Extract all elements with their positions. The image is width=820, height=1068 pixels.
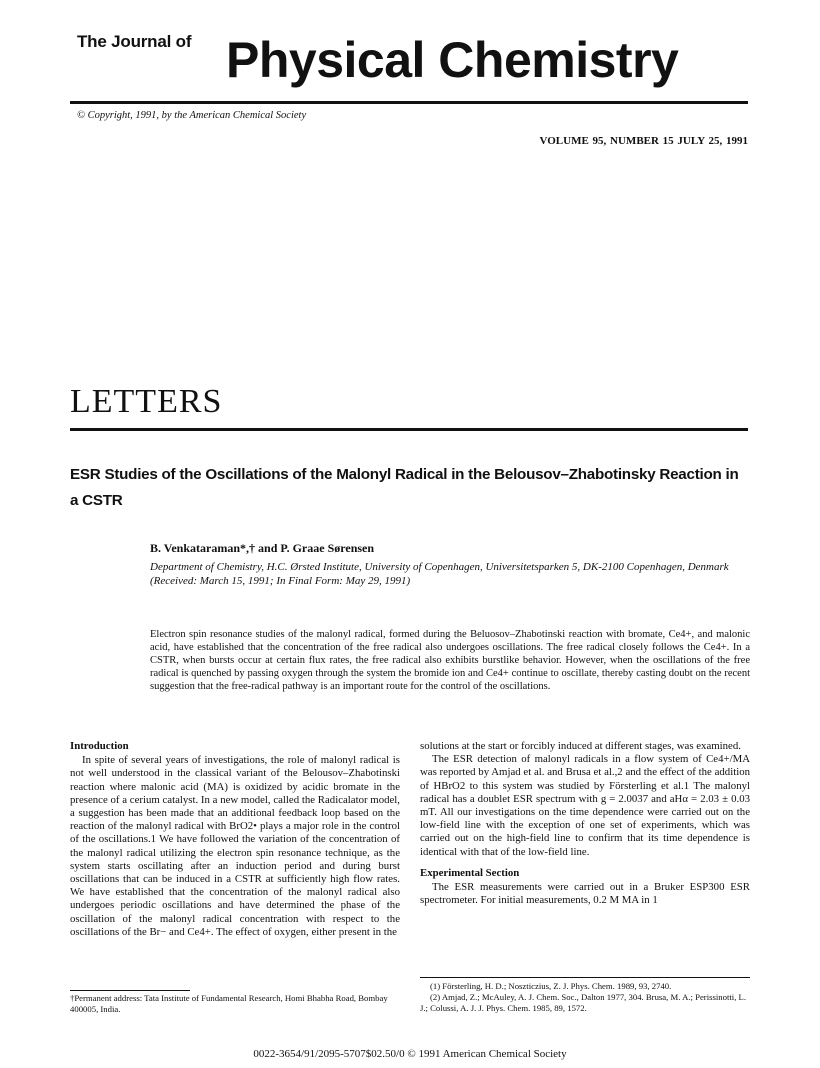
- introduction-paragraph: In spite of several years of investigations, the role of malonyl radical is not well understood in the classical variant of the Belousov–Zhabotinski reaction where malonic acid (MA) is oxidized by acidic bromate in the presence of a cerium catalyst. In a new model, called the Radicalator model, a suggestion has been made that an additional feedback loop based on the reaction of the malonyl radical with BrO2• plays a major role in the control of the oscillations.1 We have followed the variation of the concentration of the malonyl radical utilizing the electron spin resonance technique, as the system starts oscillating after an induction period and during burst oscillations that can be induced in a CSTR at sufficiently high flow rates. We have established that the concentration of the malonyl radical also undergoes periodic oscillations and have determined the phase of the oscillation of the malonyl radical concentration with respect to the oscillations of the Br− and Ce4+. The effect of oxygen, either present in the: [70, 754, 400, 938]
- left-column: [70, 740, 400, 939]
- masthead-rule: [70, 101, 748, 104]
- experimental-heading: Experimental Section: [420, 866, 520, 879]
- article-affiliation: Department of Chemistry, H.C. Ørsted Institute, University of Copenhagen, Universitetsparken 5, DK-2100 Copenhagen, Denmark (Received: March 15, 1991; In Final Form: May 29, 1991): [150, 561, 729, 587]
- introduction-continued: solutions at the start or forcibly induced at different stages, was examined.: [420, 740, 741, 752]
- section-heading: LETTERS: [70, 383, 223, 420]
- introduction-paragraph-2: The ESR detection of malonyl radicals in a flow system of Ce4+/MA was reported by Amjad et al. and Brusa et al.,2 and the effect of the addition of HBrO2 to this system was studied by Försterling et al.1 The malonyl radical has a doublet ESR spectrum with g = 2.0037 and aHα = 2.03 ± 0.03 mT. All our investigations on the time dependence were carried out on the low-field line with the exception of one set of experiments, which was carried out on the high-field line to confirm that its time dependence is identical with that of the low-field line.: [420, 753, 750, 858]
- page-footer: 0022-3654/91/2095-5707$02.50/0 © 1991 American Chemical Society: [253, 1048, 567, 1060]
- reference-1: (1) Försterling, H. D.; Noszticzius, Z. J. Phys. Chem. 1989, 93, 2740.: [430, 981, 672, 991]
- reference-2: (2) Amjad, Z.; McAuley, A. J. Chem. Soc., Dalton 1977, 304. Brusa, M. A.; Perissinotti, L. J.; Colussi, A. J. J. Phys. Chem. 1985, 89, 1572.: [420, 992, 747, 1013]
- introduction-heading: Introduction: [70, 740, 129, 752]
- footnote-rule-left: [70, 990, 190, 991]
- volume-line: VOLUME 95, NUMBER 15 JULY 25, 1991: [539, 135, 748, 147]
- journal-prefix: The Journal of: [77, 32, 192, 51]
- article-authors: B. Venkataraman*,† and P. Graae Sørensen: [150, 541, 375, 555]
- section-rule: [70, 428, 748, 431]
- footnote-rule-right: [420, 977, 750, 978]
- experimental-paragraph: The ESR measurements were carried out in a Bruker ESP300 ESR spectrometer. For initial measurements, 0.2 M MA in 1: [420, 881, 750, 907]
- references: [420, 981, 750, 1014]
- copyright-line: © Copyright, 1991, by the American Chemical Society: [77, 110, 307, 121]
- journal-name: Physical Chemistry: [226, 32, 679, 88]
- author-footnote: †Permanent address: Tata Institute of Fundamental Research, Homi Bhabha Road, Bombay 400005, India.: [70, 993, 388, 1014]
- right-column: [420, 740, 750, 907]
- article-title: ESR Studies of the Oscillations of the Malonyl Radical in the Belousov–Zhabotinsky Reaction in a CSTR: [70, 466, 739, 509]
- article-abstract: Electron spin resonance studies of the malonyl radical, formed during the Beluosov–Zhabotinski reaction with bromate, Ce4+, and malonic acid, have established that the concentration of the free radical also undergoes oscillations. The free radical closely follows the Ce4+. In a CSTR, when bursts occur at certain flux rates, the free radical also exhibits burstlike behavior. However, when the oscillations of the free radical is quenched by passing oxygen through the system the bromide ion and Ce4+ continue to oscillate, thereby casting doubt on the recent suggestion that the free-radical pathway is an important route for the control of the oscillations.: [150, 629, 750, 692]
